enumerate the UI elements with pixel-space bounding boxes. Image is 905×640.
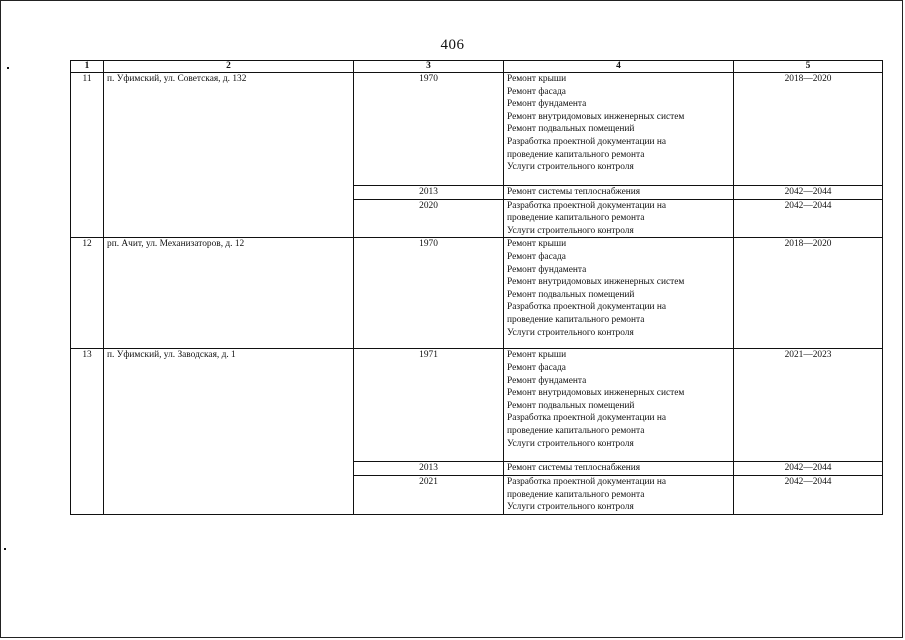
work-item: Ремонт внутридомовых инженерных систем [507,388,685,399]
work-item: Ремонт внутридомовых инженерных систем [507,111,685,122]
term-cell: 2042—2044 [734,475,883,514]
year-cell: 1970 [354,238,504,349]
year-cell: 2020 [354,199,504,238]
table-header-row [71,61,883,73]
work-item: проведение капитального ремонта [507,314,645,325]
term-cell: 2018—2020 [734,238,883,349]
work-item: Ремонт фасада [507,362,566,373]
work-item: Ремонт крыши [507,350,567,361]
work-item: Ремонт крыши [507,74,567,84]
work-item: Разработка проектной документации на [507,476,667,487]
work-item: Услуги строительного контроля [507,438,634,449]
table-row [71,349,883,462]
work-item: Ремонт фундамента [507,99,587,110]
work-item: Услуги строительного контроля [507,502,634,513]
work-item: Ремонт внутридомовых инженерных систем [507,277,685,288]
table-row [71,238,883,349]
work-item: Ремонт фундамента [507,264,587,275]
entry-address: п. Уфимский, ул. Заводская, д. 1 [104,349,354,514]
work-item: Ремонт фасада [507,86,566,97]
works-cell [504,462,734,476]
capital-repair-table [70,60,883,515]
works-cell [504,238,734,349]
column-header: 5 [734,61,883,73]
works-cell [504,73,734,186]
table-body [71,73,883,515]
work-item: проведение капитального ремонта [507,149,645,160]
work-item: Разработка проектной документации на [507,302,667,313]
work-item: Услуги строительного контроля [507,225,634,236]
work-item: Ремонт системы теплоснабжения [507,463,641,474]
year-cell: 2013 [354,186,504,200]
work-item: проведение капитального ремонта [507,213,645,224]
entry-number: 13 [71,349,104,514]
year-cell: 1970 [354,73,504,186]
works-cell [504,349,734,462]
work-item: проведение капитального ремонта [507,425,645,436]
scan-speck [7,67,9,69]
entry-number: 12 [71,238,104,349]
work-item: Услуги строительного контроля [507,327,634,338]
work-item: Разработка проектной документации на [507,136,667,147]
works-cell [504,186,734,200]
column-header: 2 [104,61,354,73]
work-item: проведение капитального ремонта [507,489,645,500]
table-row [71,73,883,186]
work-item: Разработка проектной документации на [507,200,667,211]
work-item: Ремонт крыши [507,239,567,250]
work-item: Ремонт подвальных помещений [507,400,635,411]
work-item: Услуги строительного контроля [507,162,634,173]
column-header: 4 [504,61,734,73]
term-cell: 2018—2020 [734,73,883,186]
column-header: 1 [71,61,104,73]
term-cell: 2042—2044 [734,186,883,200]
scan-speck [4,548,6,550]
year-cell: 2013 [354,462,504,476]
entry-address: рп. Ачит, ул. Механизаторов, д. 12 [104,238,354,349]
term-cell: 2042—2044 [734,199,883,238]
entry-number: 11 [71,73,104,238]
works-cell [504,475,734,514]
work-item: Ремонт системы теплоснабжения [507,187,641,197]
work-item: Ремонт подвальных помещений [507,289,635,300]
work-item: Ремонт подвальных помещений [507,124,635,135]
work-item: Ремонт фундамента [507,375,587,386]
term-cell: 2042—2044 [734,462,883,476]
works-cell [504,199,734,238]
work-item: Ремонт фасада [507,251,566,262]
work-item: Разработка проектной документации на [507,413,667,424]
year-cell: 2021 [354,475,504,514]
year-cell: 1971 [354,349,504,462]
column-header: 3 [354,61,504,73]
page-number: 406 [440,37,465,53]
entry-address: п. Уфимский, ул. Советская, д. 132 [104,73,354,238]
term-cell: 2021—2023 [734,349,883,462]
